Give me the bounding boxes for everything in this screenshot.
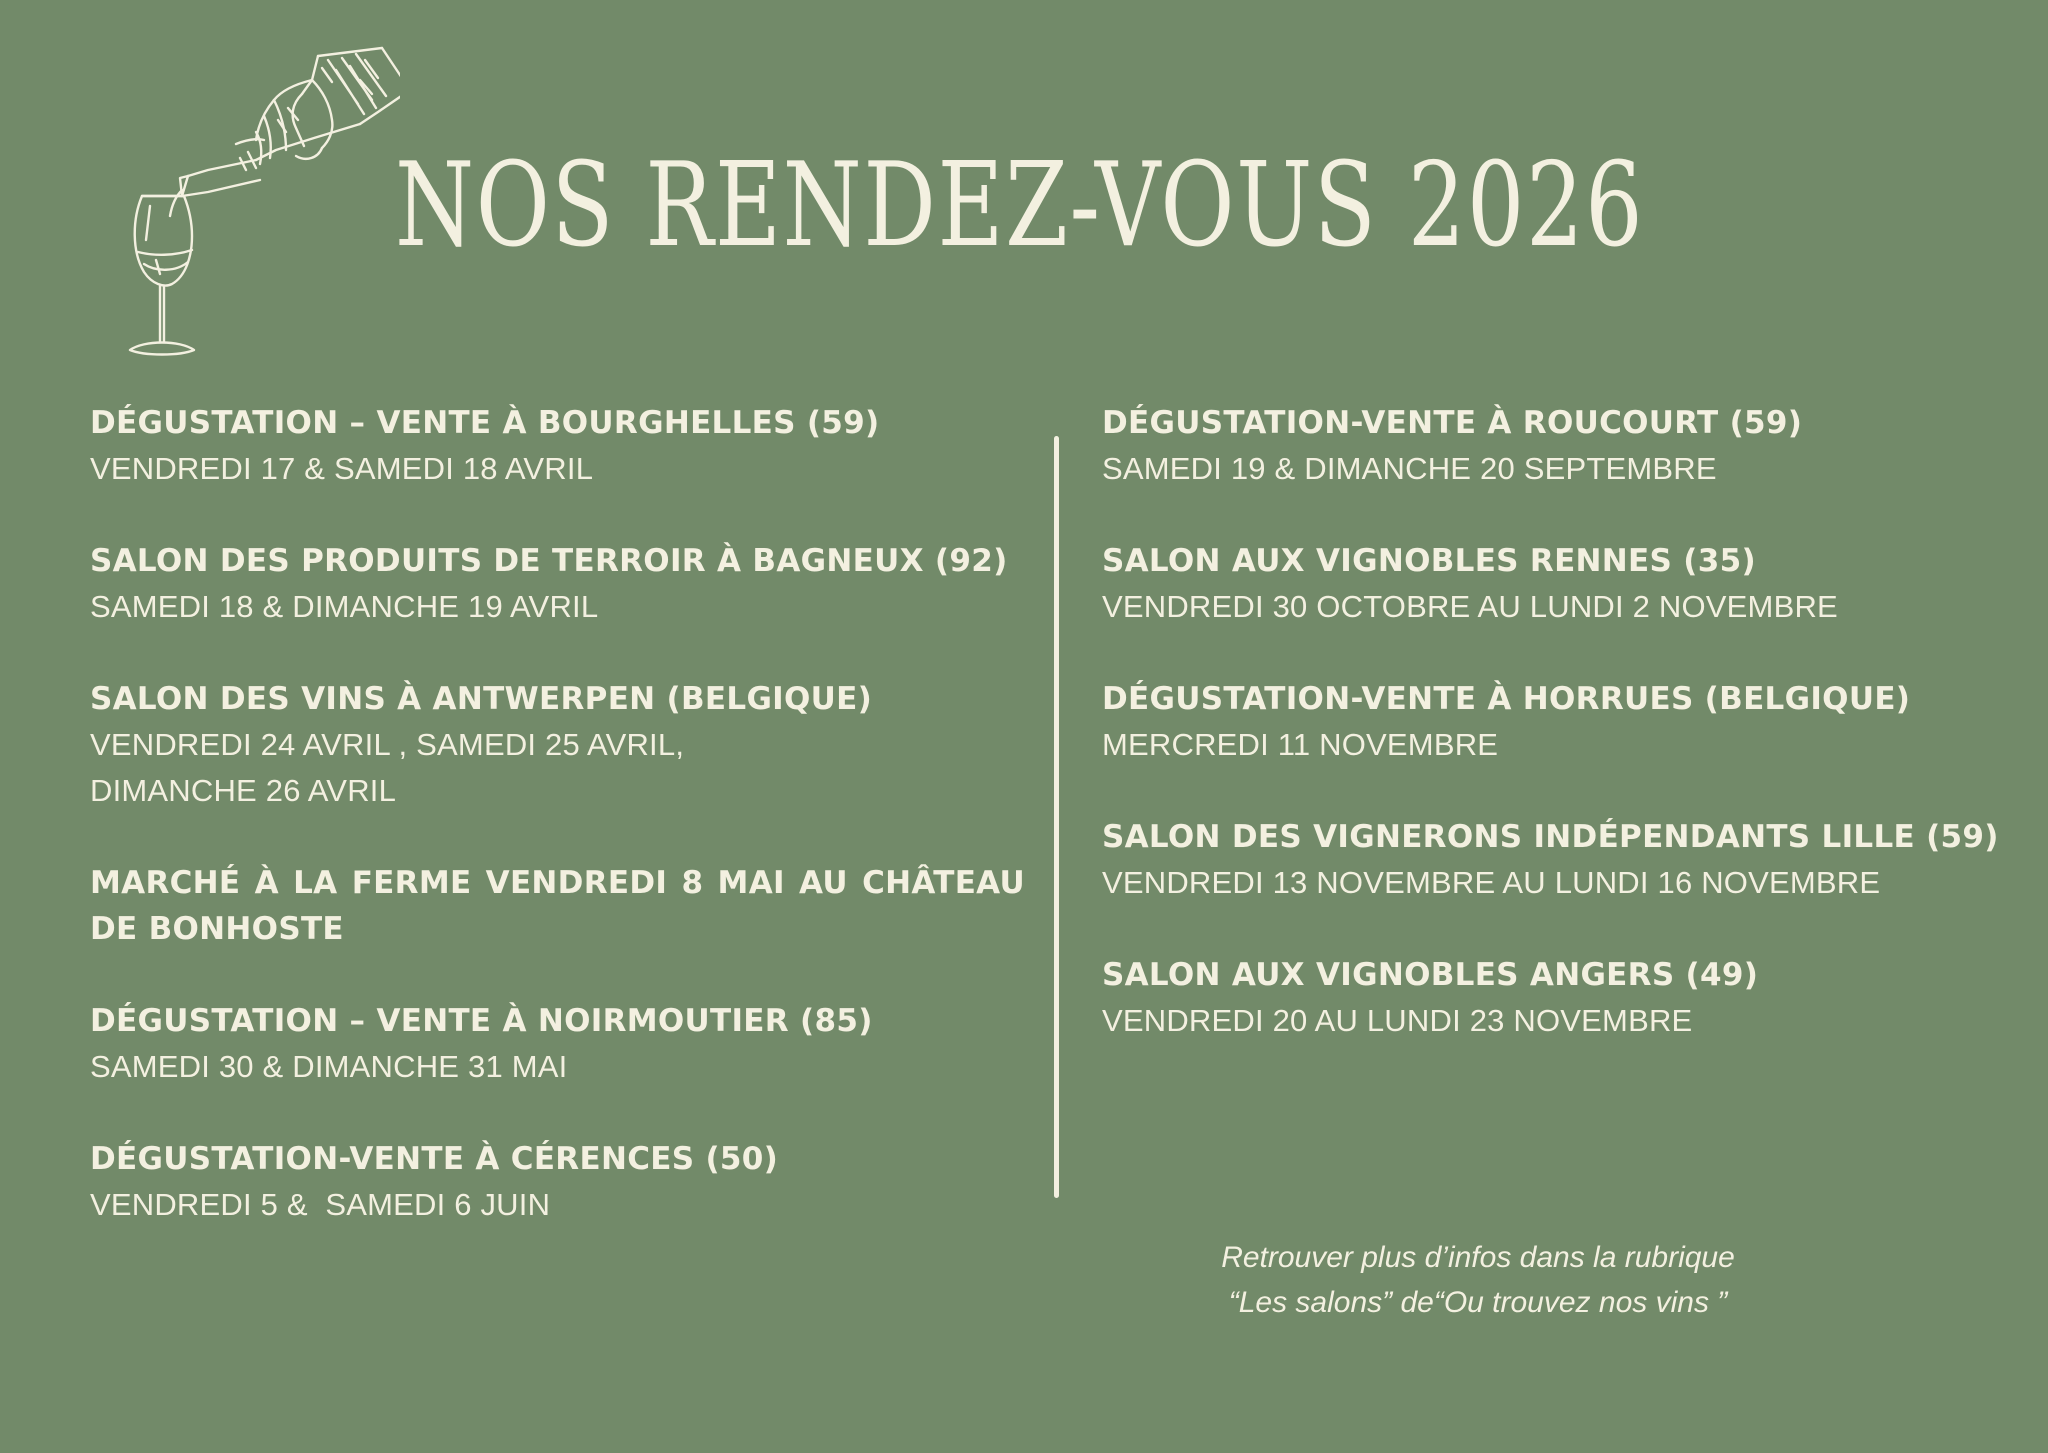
- event-item: [90, 400, 1025, 492]
- footnote-line: “Les salons” de“Ou trouvez nos vins ”: [1228, 1286, 1728, 1319]
- event-date: VENDREDI 24 AVRIL , SAMEDI 25 AVRIL,: [90, 727, 685, 762]
- event-item: [90, 998, 1025, 1090]
- event-title: SALON DES VINS À ANTWERPEN (BELGIQUE): [90, 681, 873, 717]
- event-title: SALON AUX VIGNOBLES RENNES (35): [1102, 543, 1756, 579]
- event-date: SAMEDI 18 & DIMANCHE 19 AVRIL: [90, 589, 599, 624]
- event-item: [90, 676, 1025, 814]
- event-item: [1102, 814, 2002, 906]
- event-title: MARCHÉ À LA FERME VENDREDI 8 MAI AU CHÂTEAU DE BONHOSTE: [90, 865, 1025, 947]
- column-divider: [1054, 436, 1059, 1198]
- event-item: [1102, 400, 2002, 492]
- event-date: VENDREDI 30 OCTOBRE AU LUNDI 2 NOVEMBRE: [1102, 589, 1838, 624]
- event-title: SALON DES PRODUITS DE TERROIR À BAGNEUX (92): [90, 543, 1008, 579]
- event-item: [90, 860, 1025, 952]
- event-item: [1102, 538, 2002, 630]
- wine-pouring-illustration-icon: [60, 20, 400, 360]
- event-date: SAMEDI 30 & DIMANCHE 31 MAI: [90, 1049, 568, 1084]
- events-right-column: [1102, 400, 2002, 1090]
- event-title: DÉGUSTATION-VENTE À HORRUES (BELGIQUE): [1102, 681, 1911, 717]
- event-title: DÉGUSTATION-VENTE À CÉRENCES (50): [90, 1141, 779, 1177]
- event-title: DÉGUSTATION-VENTE À ROUCOURT (59): [1102, 405, 1803, 441]
- event-date: DIMANCHE 26 AVRIL: [90, 773, 397, 808]
- event-item: [1102, 952, 2002, 1044]
- event-item: [90, 538, 1025, 630]
- event-item: [90, 1136, 1025, 1228]
- footnote-line: Retrouver plus d’infos dans la rubrique: [1221, 1241, 1735, 1274]
- event-title: SALON DES VIGNERONS INDÉPENDANTS LILLE (59): [1102, 819, 1999, 855]
- event-date: SAMEDI 19 & DIMANCHE 20 SEPTEMBRE: [1102, 451, 1717, 486]
- event-date: MERCREDI 11 NOVEMBRE: [1102, 727, 1499, 762]
- footnote: [1118, 1235, 1838, 1325]
- event-title: DÉGUSTATION – VENTE À BOURGHELLES (59): [90, 405, 880, 441]
- page-title: NOS RENDEZ-VOUS 2026: [395, 138, 1645, 273]
- event-date: VENDREDI 20 AU LUNDI 23 NOVEMBRE: [1102, 1003, 1693, 1038]
- event-date: VENDREDI 13 NOVEMBRE AU LUNDI 16 NOVEMBRE: [1102, 865, 1881, 900]
- event-date: VENDREDI 5 & SAMEDI 6 JUIN: [90, 1187, 551, 1222]
- events-left-column: [90, 400, 1025, 1274]
- event-title: SALON AUX VIGNOBLES ANGERS (49): [1102, 957, 1759, 993]
- event-title: DÉGUSTATION – VENTE À NOIRMOUTIER (85): [90, 1003, 873, 1039]
- event-date: VENDREDI 17 & SAMEDI 18 AVRIL: [90, 451, 594, 486]
- event-item: [1102, 676, 2002, 768]
